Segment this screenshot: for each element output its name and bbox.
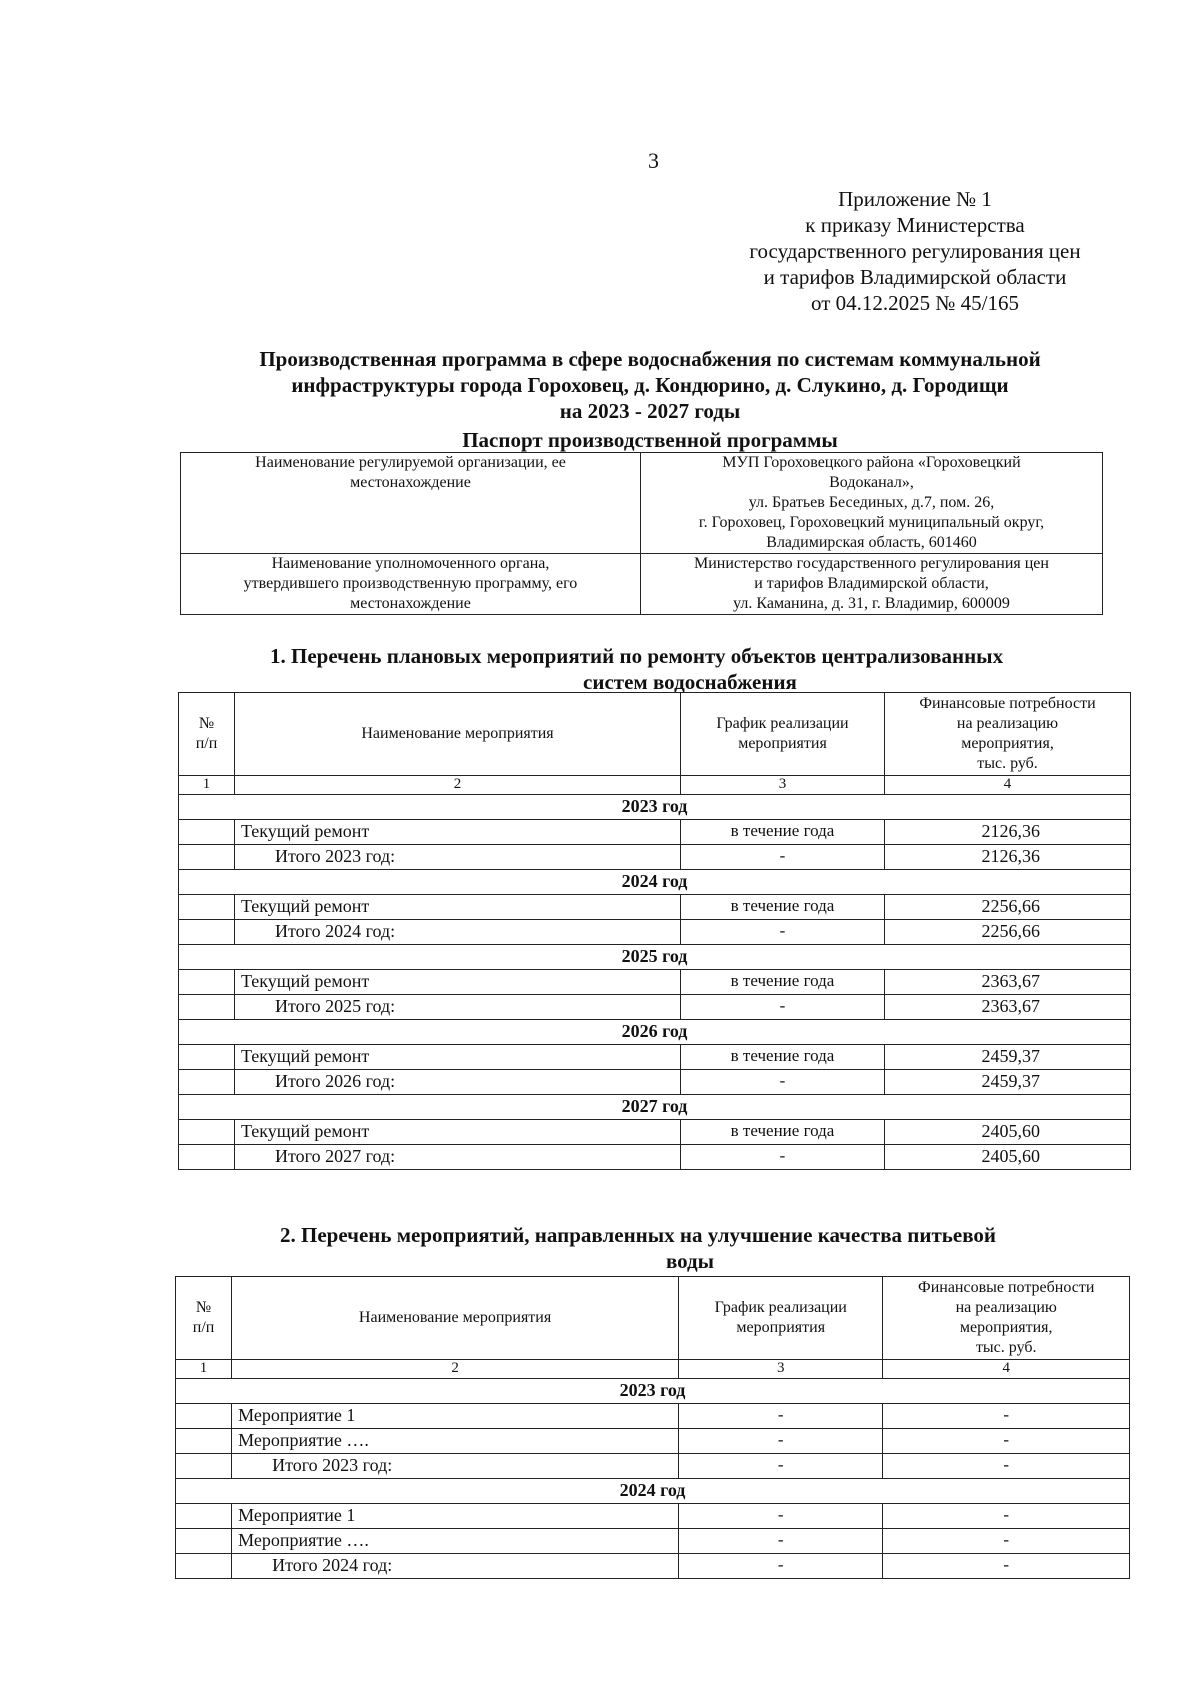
activity-amount: -: [883, 1404, 1130, 1429]
activity-amount: 2405,60: [885, 1145, 1131, 1170]
section1-title-line: 1. Перечень плановых мероприятий по ремонту объектов централизованных: [270, 644, 1004, 668]
activity-schedule: в течение года: [681, 1045, 885, 1070]
header-finance-line: тыс. руб.: [975, 1339, 1037, 1356]
column-number: 2: [235, 776, 681, 795]
activity-name: Итого 2023 год:: [232, 1454, 679, 1479]
row-number: [176, 1529, 232, 1554]
header-finance-line: Финансовые потребности: [919, 695, 1096, 712]
row-number: [176, 1404, 232, 1429]
section2-title-line: воды: [665, 1249, 715, 1273]
title-line: на 2023 - 2027 годы: [559, 399, 741, 423]
activity-name: Текущий ремонт: [235, 895, 681, 920]
row-number: [176, 1429, 232, 1454]
appendix-line: к приказу Министерства: [805, 213, 1025, 237]
table-row: [176, 1404, 1130, 1429]
passport-value-line: Министерство государственного регулирования цен: [694, 555, 1049, 572]
activity-name: Итого 2025 год:: [235, 995, 681, 1020]
row-number: [179, 1070, 235, 1095]
activity-schedule: -: [681, 995, 885, 1020]
passport-value-line: МУП Гороховецкого района «Гороховецкий: [722, 454, 1021, 471]
activity-amount: 2256,66: [885, 895, 1131, 920]
header-schedule: [681, 693, 885, 776]
passport-row-organization: [181, 453, 1103, 554]
header-row: [176, 1277, 1130, 1360]
passport-value-line: ул. Каманина, д. 31, г. Владимир, 600009: [733, 595, 1010, 612]
total-row: [176, 1554, 1130, 1579]
activity-name: Текущий ремонт: [235, 1120, 681, 1145]
column-number: 4: [883, 1360, 1130, 1379]
activity-schedule: -: [681, 1145, 885, 1170]
header-number-line: №: [195, 1299, 212, 1316]
total-row: [179, 1070, 1131, 1095]
appendix-line: государственного регулирования цен: [749, 239, 1081, 263]
activity-name: Итого 2024 год:: [232, 1554, 679, 1579]
table-row: [179, 895, 1131, 920]
year-label: 2024 год: [179, 870, 1131, 895]
year-label: 2025 год: [179, 945, 1131, 970]
water-quality-table: [175, 1276, 1130, 1579]
activity-schedule: -: [681, 920, 885, 945]
activity-name: Мероприятие ….: [232, 1529, 679, 1554]
activity-schedule: -: [679, 1429, 883, 1454]
total-row: [179, 995, 1131, 1020]
header-finance-line: мероприятия,: [961, 735, 1054, 752]
header-number-line: п/п: [195, 735, 218, 752]
section2-title: [280, 1222, 1100, 1274]
activity-amount: 2459,37: [885, 1070, 1131, 1095]
header-finance-line: мероприятия,: [959, 1319, 1053, 1336]
appendix-line: и тарифов Владимирской области: [763, 265, 1067, 289]
year-row: [179, 1095, 1131, 1120]
activity-schedule: -: [681, 845, 885, 870]
table-row: [179, 1120, 1131, 1145]
page-number: 3: [648, 148, 659, 173]
passport-value-line: г. Гороховец, Гороховецкий муниципальный округ,: [698, 514, 1045, 531]
header-number: [176, 1277, 232, 1360]
activity-schedule: в течение года: [681, 820, 885, 845]
activity-name: Мероприятие 1: [232, 1404, 679, 1429]
activity-amount: 2256,66: [885, 920, 1131, 945]
appendix-line: от 04.12.2025 № 45/165: [810, 291, 1020, 315]
row-number: [176, 1554, 232, 1579]
passport-label-line: Наименование регулируемой организации, ее: [255, 454, 566, 471]
activity-name: Итого 2026 год:: [235, 1070, 681, 1095]
row-number: [179, 995, 235, 1020]
year-row: [179, 945, 1131, 970]
table-row: [176, 1529, 1130, 1554]
header-schedule-line: мероприятия: [736, 1319, 826, 1336]
passport-label-line: местонахождение: [350, 595, 471, 612]
header-name: [235, 693, 681, 776]
row-number: [176, 1454, 232, 1479]
document-title: [180, 346, 1120, 424]
header-schedule-line: мероприятия: [738, 735, 827, 752]
activity-schedule: -: [679, 1454, 883, 1479]
year-label: 2027 год: [179, 1095, 1131, 1120]
activity-amount: 2363,67: [885, 995, 1131, 1020]
appendix-block: [690, 186, 1140, 316]
row-number: [179, 845, 235, 870]
header-row: [179, 693, 1131, 776]
passport-label: [181, 453, 641, 554]
passport-value-line: Водоканал»,: [829, 474, 914, 491]
year-row: [179, 1020, 1131, 1045]
header-name: [232, 1277, 679, 1360]
activity-amount: 2459,37: [885, 1045, 1131, 1070]
row-number: [179, 1045, 235, 1070]
activity-amount: -: [883, 1454, 1130, 1479]
section2-title-line: 2. Перечень мероприятий, направленных на улучшение качества питьевой: [280, 1223, 997, 1247]
year-label: 2026 год: [179, 1020, 1131, 1045]
header-finance: [883, 1277, 1130, 1360]
table-row: [176, 1504, 1130, 1529]
repair-plan-table: [178, 692, 1131, 1170]
total-row: [179, 1145, 1131, 1170]
column-number: 4: [885, 776, 1131, 795]
total-row: [176, 1454, 1130, 1479]
activity-schedule: -: [681, 1070, 885, 1095]
header-number: [179, 693, 235, 776]
passport-label-line: местонахождение: [350, 474, 471, 491]
header-name-line: Наименование мероприятия: [358, 1309, 552, 1326]
row-number: [179, 820, 235, 845]
row-number: [179, 895, 235, 920]
activity-name: Итого 2024 год:: [235, 920, 681, 945]
appendix-line: Приложение № 1: [838, 187, 992, 211]
activity-name: Итого 2027 год:: [235, 1145, 681, 1170]
passport-row-authority: [181, 554, 1103, 615]
header-schedule-line: График реализации: [714, 1299, 847, 1316]
passport-label-line: Наименование уполномоченного органа,: [271, 555, 550, 572]
header-finance-line: на реализацию: [956, 715, 1059, 732]
section1-title-line: систем водоснабжения: [583, 670, 797, 694]
year-row: [179, 795, 1131, 820]
activity-schedule: в течение года: [681, 895, 885, 920]
column-number-row: [176, 1360, 1130, 1379]
passport-value: [641, 554, 1103, 615]
activity-amount: -: [883, 1504, 1130, 1529]
column-number-row: [179, 776, 1131, 795]
header-name-line: Наименование мероприятия: [361, 725, 554, 742]
activity-amount: 2126,36: [885, 845, 1131, 870]
passport-value-line: Владимирская область, 601460: [766, 534, 977, 551]
passport-table: [180, 452, 1103, 615]
column-number: 1: [176, 1360, 232, 1379]
passport-label: [181, 554, 641, 615]
column-number: 3: [679, 1360, 883, 1379]
activity-name: Текущий ремонт: [235, 970, 681, 995]
row-number: [179, 970, 235, 995]
activity-schedule: -: [679, 1554, 883, 1579]
table-row: [176, 1429, 1130, 1454]
activity-schedule: в течение года: [681, 970, 885, 995]
activity-schedule: -: [679, 1504, 883, 1529]
header-finance-line: Финансовые потребности: [918, 1279, 1095, 1296]
year-label: 2023 год: [176, 1379, 1130, 1404]
table-row: [179, 820, 1131, 845]
year-label: 2024 год: [176, 1479, 1130, 1504]
activity-name: Мероприятие ….: [232, 1429, 679, 1454]
total-row: [179, 845, 1131, 870]
header-number-line: №: [198, 715, 215, 732]
activity-amount: 2405,60: [885, 1120, 1131, 1145]
column-number: 2: [232, 1360, 679, 1379]
activity-schedule: -: [679, 1404, 883, 1429]
year-row: [176, 1379, 1130, 1404]
activity-amount: -: [883, 1429, 1130, 1454]
title-line: инфраструктуры города Гороховец, д. Кондюрино, д. Слукино, д. Городищи: [291, 373, 1009, 397]
year-row: [176, 1479, 1130, 1504]
activity-name: Текущий ремонт: [235, 1045, 681, 1070]
row-number: [179, 1145, 235, 1170]
year-row: [179, 870, 1131, 895]
column-number: 1: [179, 776, 235, 795]
passport-value-line: и тарифов Владимирской области,: [754, 575, 989, 592]
activity-amount: 2126,36: [885, 820, 1131, 845]
header-number-line: п/п: [192, 1319, 215, 1336]
passport-title: Паспорт производственной программы: [462, 428, 838, 452]
passport-value: [641, 453, 1103, 554]
title-line: Производственная программа в сфере водоснабжения по системам коммунальной: [259, 347, 1041, 371]
activity-amount: -: [883, 1529, 1130, 1554]
row-number: [179, 1120, 235, 1145]
row-number: [176, 1504, 232, 1529]
table-row: [179, 970, 1131, 995]
activity-amount: -: [883, 1554, 1130, 1579]
row-number: [179, 920, 235, 945]
column-number: 3: [681, 776, 885, 795]
passport-value-line: ул. Братьев Бесединых, д.7, пом. 26,: [748, 494, 995, 511]
header-schedule: [679, 1277, 883, 1360]
header-finance-line: тыс. руб.: [977, 755, 1038, 772]
passport-label-line: утвердившего производственную программу, его: [243, 575, 578, 592]
header-finance: [885, 693, 1131, 776]
table-row: [179, 1045, 1131, 1070]
activity-amount: 2363,67: [885, 970, 1131, 995]
activity-name: Мероприятие 1: [232, 1504, 679, 1529]
year-label: 2023 год: [179, 795, 1131, 820]
header-schedule-line: График реализации: [716, 715, 849, 732]
total-row: [179, 920, 1131, 945]
activity-name: Итого 2023 год:: [235, 845, 681, 870]
section1-title: [270, 643, 1110, 695]
header-finance-line: на реализацию: [955, 1299, 1057, 1316]
activity-schedule: -: [679, 1529, 883, 1554]
activity-schedule: в течение года: [681, 1120, 885, 1145]
activity-name: Текущий ремонт: [235, 820, 681, 845]
